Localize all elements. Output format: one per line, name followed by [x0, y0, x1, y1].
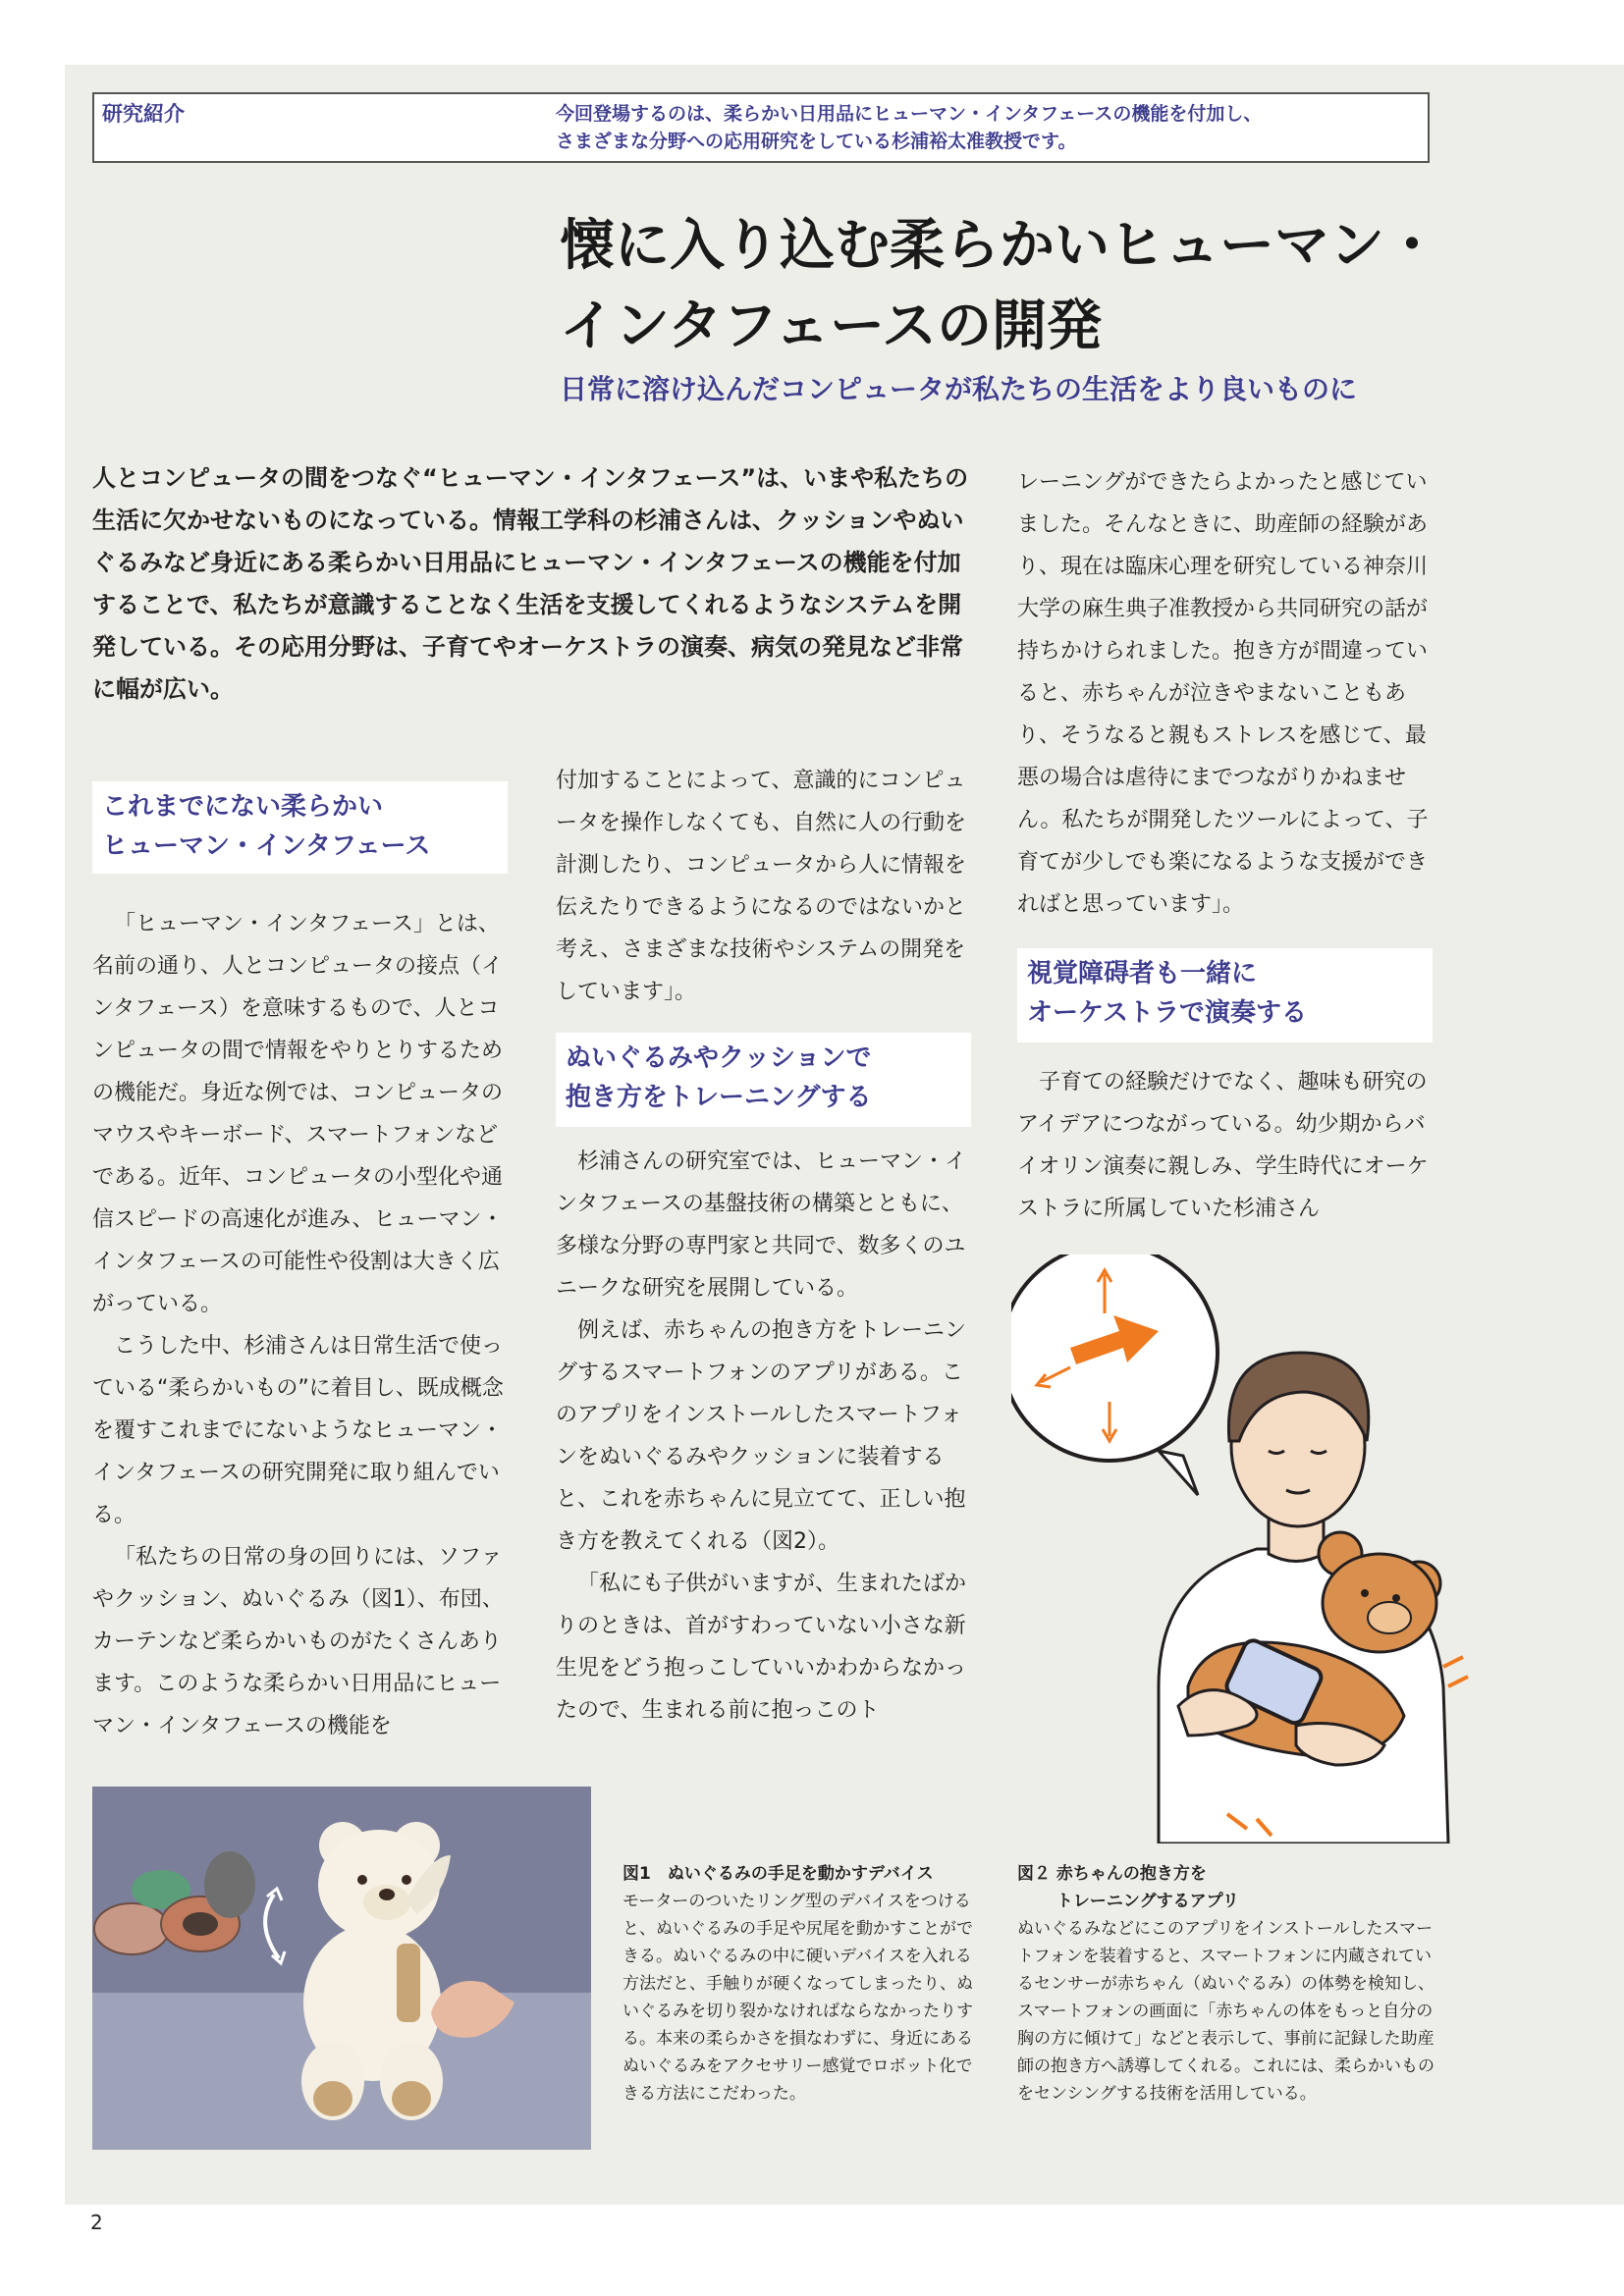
paragraph: 「私たちの日常の身の回りには、ソファやクッション、ぬいぐるみ（図1）、布団、カーテンなど柔らかいものがたくさんあります。このような柔らかい日用品にヒューマン・インタフェースの機能を [92, 1545, 504, 1738]
ring-device [94, 1903, 169, 1954]
column-1 [92, 903, 514, 1747]
article-subtitle: 日常に溶け込んだコンピュータが私たちの生活をより良いものに [560, 373, 1358, 405]
figure2-caption [1017, 1860, 1439, 2108]
page-number: 2 [90, 2211, 103, 2234]
header-box [92, 92, 1430, 163]
column-3 [1017, 1061, 1439, 1230]
caption-body: ぬいぐるみなどにこのアプリをインストールしたスマートフォンを装着すると、スマートフォンに内蔵されているセンサーが赤ちゃん（ぬいぐるみ）の体勢を検知し、スマートフォンの画面に「赤ちゃんの体をもっと自分の胸の方に傾けて」などと表示して、事前に記録した助産師の抱き方へ誘導してくれる。これには、柔らかいものをセンシングする技術を活用している。 [1017, 1919, 1435, 2104]
column-3-top [1017, 461, 1439, 926]
caption-body: モーターのついたリング型のデバイスをつけると、ぬいぐるみの手足や尻尾を動かすことができる。ぬいぐるみの中に硬いデバイスを入れる方法だと、手触りが硬くなってしまったり、ぬいぐるみを切り裂かなければならなかったりする。本来の柔らかさを損なわずに、身近にあるぬいぐるみをアクセサリー感覚でロボット化できる方法にこだわった。 [623, 1892, 973, 2104]
caption-title: 図２ 赤ちゃんの抱き方を トレーニングするアプリ [1017, 1864, 1239, 1911]
device-strap [397, 1944, 420, 2022]
column-2-top [556, 760, 978, 1013]
paragraph: レーニングができたらよかったと感じていました。そんなときに、助産師の経験があり、現在は臨床心理を研究している神奈川大学の麻生典子准教授から共同研究の話が持ちかけられました。抱き方が間違っていると、赤ちゃんが泣きやまないこともあり、そうなると親もストレスを感じて、最悪の場合は虐待にまでつながりかねません。私たちが開発したツールによって、子育てが少しでも楽になるような支援ができればと思っています」。 [1017, 470, 1429, 917]
figure1-photo [92, 1787, 591, 2150]
figure1-caption [623, 1860, 988, 2108]
caption-title: 図1 ぬいぐるみの手足を動かすデバイス [623, 1864, 934, 1884]
section-label: 研究紹介 [102, 102, 185, 126]
column-2 [556, 1141, 978, 1732]
paragraph: 例えば、赤ちゃんの抱き方をトレーニングするスマートフォンのアプリがある。このアプリをインストールしたスマートフォンをぬいぐるみやクッションに装着すると、これを赤ちゃんに見立てて、正しい抱き方を教えてくれる（図2）。 [556, 1318, 967, 1554]
paragraph: こうした中、杉浦さんは日常生活で使っている“柔らかいもの”に着目し、既成概念を覆すこれまでにないようなヒューマン・インタフェースの研究開発に取り組んでいる。 [92, 1334, 504, 1527]
paragraph: 「私にも子供がいますが、生まれたばかりのときは、首がすわっていない小さな新生児をどう抱っこしていいかわからなかったので、生まれる前に抱っこのト [556, 1572, 967, 1723]
paragraph: 付加することによって、意識的にコンピュータを操作しなくても、自然に人の行動を計測したり、コンピュータから人に情報を伝えたりできるようになるのではないかと考え、さまざまな技術やシステムの開発をしています」。 [556, 769, 967, 1004]
bear-muzzle [1368, 1602, 1411, 1633]
section-heading-1: これまでにない柔らかい ヒューマン・インタフェース [92, 781, 508, 874]
section-heading-2: ぬいぐるみやクッションで 抱き方をトレーニングする [556, 1033, 971, 1127]
paragraph: 子育ての経験だけでなく、趣味も研究のアイデアにつながっている。幼少期からバイオリン演奏に親しみ、学生時代にオーケストラに所属していた杉浦さん [1017, 1070, 1429, 1221]
ring-device [204, 1851, 255, 1918]
paragraph: 杉浦さんの研究室では、ヒューマン・インタフェースの基盤技術の構築とともに、多様な分野の専門家と共同で、数多くのユニークな研究を展開している。 [556, 1149, 967, 1301]
paragraph: 「ヒューマン・インタフェース」とは、名前の通り、人とコンピュータの接点（インタフェース）を意味するもので、人とコンピュータの間で情報をやりとりするための機能だ。身近な例では、コンピュータのマウスやキーボード、スマートフォンなどである。近年、コンピュータの小型化や通信スピードの高速化が進み、ヒューマン・インタフェースの可能性や役割は大きく広がっている。 [92, 912, 504, 1316]
article-title: 懐に入り込む柔らかいヒューマン・ インタフェースの開発 [560, 214, 1439, 358]
section-heading-3: 視覚障碍者も一緒に オーケストラで演奏する [1017, 948, 1433, 1042]
lead-paragraph: 人とコンピュータの間をつなぐ“ヒューマン・インタフェース”は、いまや私たちの生活に欠かせないものになっている。情報工学科の杉浦さんは、クッションやぬいぐるみなど身近にある柔らかい日用品にヒューマン・インタフェースの機能を付加することで、私たちが意識することなく生活を支援してくれるようなシステムを開発している。その応用分野は、子育てやオーケストラの演奏、病気の発見など非常に幅が広い。 [92, 464, 969, 703]
figure2-illustration [1011, 1255, 1473, 1843]
header-intro: 今回登場するのは、柔らかい日用品にヒューマン・インタフェースの機能を付加し、 さまざまな分野への応用研究をしている杉浦裕太准教授です。 [556, 103, 1263, 152]
